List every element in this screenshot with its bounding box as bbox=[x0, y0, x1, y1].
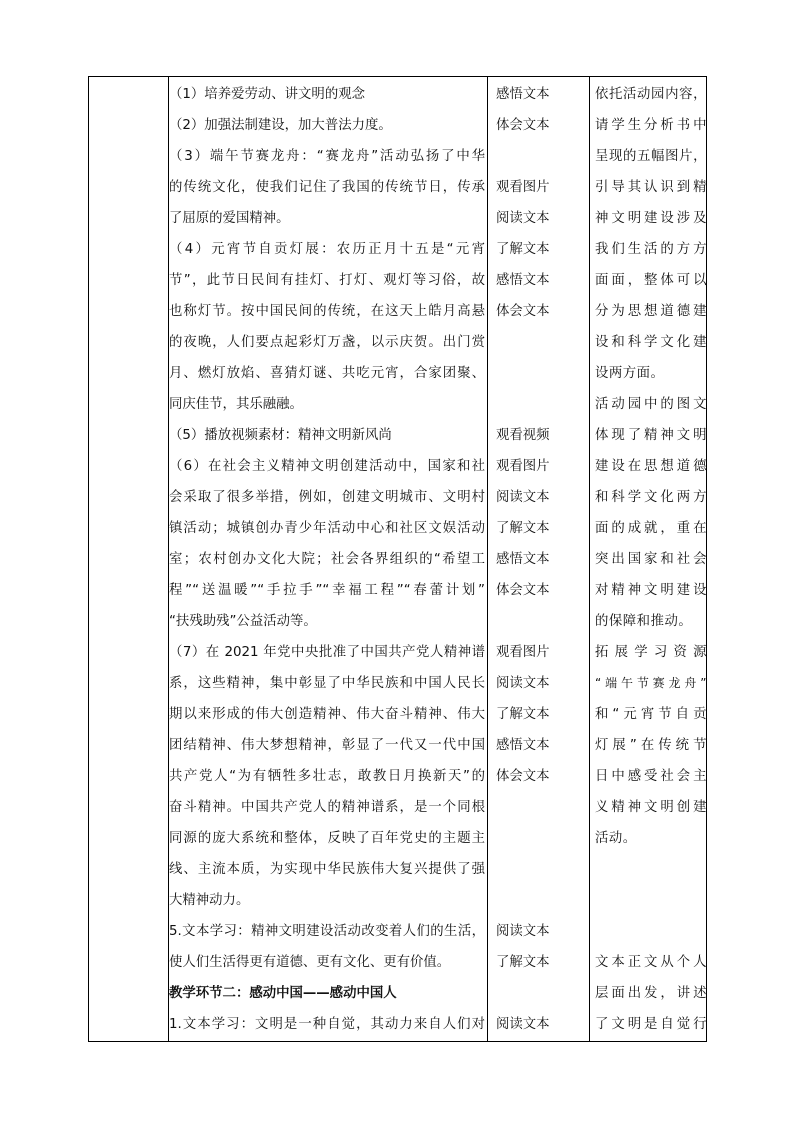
intent-text-line: 对精神文明建设 bbox=[595, 583, 707, 598]
activity-text-line: 体会文本 bbox=[496, 583, 550, 598]
intent-text-line: 突出国家和社会 bbox=[595, 552, 707, 567]
activity-text-line: 了解文本 bbox=[496, 707, 550, 722]
lesson-plan-table bbox=[88, 76, 707, 1042]
activity-text-line bbox=[496, 358, 586, 389]
activity-text-line bbox=[496, 606, 586, 637]
activity-text-line bbox=[496, 792, 586, 823]
intent-text-line: 依托活动园内容， bbox=[595, 87, 707, 102]
intent-text-line: 和“元宵节自贡 bbox=[595, 707, 707, 722]
activity-text-line: 阅读文本 bbox=[496, 211, 550, 226]
activity-text-line: 阅读文本 bbox=[496, 676, 550, 691]
content-text-line: 教学环节二：感动中国——感动中国人 bbox=[169, 986, 397, 1001]
intent-text-line: 引导其认识到精 bbox=[595, 180, 707, 195]
column-divider bbox=[487, 77, 488, 1041]
activity-text-line: 阅读文本 bbox=[496, 1017, 550, 1032]
intent-text-line: 分为思想道德建 bbox=[595, 304, 707, 319]
content-text-line: 大精神动力。 bbox=[169, 893, 250, 908]
activity-text-line: 体会文本 bbox=[496, 118, 550, 133]
activity-text-line: 观看图片 bbox=[496, 645, 550, 660]
activity-text-line: 体会文本 bbox=[496, 769, 550, 784]
content-text-line: 系，这些精神，集中彰显了中华民族和中国人民长 bbox=[169, 676, 485, 691]
student-activity-column bbox=[496, 79, 586, 1040]
activity-text-line bbox=[496, 885, 586, 916]
content-text-line: 同庆佳节，其乐融融。 bbox=[169, 397, 303, 412]
intent-text-line: 设两方面。 bbox=[595, 366, 665, 381]
content-text-line: （6）在社会主义精神文明创建活动中，国家和社 bbox=[169, 459, 485, 474]
content-text-line: 奋斗精神。中国共产党人的精神谱系，是一个同根 bbox=[169, 800, 485, 815]
teaching-content-column bbox=[169, 79, 485, 1040]
content-text-line: 使人们生活得更有道德、更有文化、更有价值。 bbox=[169, 955, 451, 970]
intent-text-line bbox=[595, 885, 707, 916]
intent-text-line bbox=[595, 854, 707, 885]
intent-text-line: 了文明是自觉行 bbox=[595, 1017, 707, 1032]
activity-text-line: 了解文本 bbox=[496, 521, 550, 536]
intent-text-line: 神文明建设涉及 bbox=[595, 211, 707, 226]
activity-text-line bbox=[496, 389, 586, 420]
content-text-line: 镇活动；城镇创办青少年活动中心和社区文娱活动 bbox=[169, 521, 485, 536]
intent-text-line: 层面出发，讲述 bbox=[595, 986, 707, 1001]
intent-text-line: 请学生分析书中 bbox=[595, 118, 707, 133]
activity-text-line: 感悟文本 bbox=[496, 273, 550, 288]
intent-text-line: 体现了精神文明 bbox=[595, 428, 707, 443]
activity-text-line: 观看视频 bbox=[496, 428, 550, 443]
intent-text-line: 活动。 bbox=[595, 831, 637, 846]
intent-text-line: “端午节赛龙舟” bbox=[595, 676, 707, 690]
design-intent-column bbox=[595, 79, 707, 1040]
activity-text-line: 了解文本 bbox=[496, 955, 550, 970]
content-text-line: 月、燃灯放焰、喜猜灯谜、共吃元宵，合家团聚、 bbox=[169, 366, 485, 381]
intent-text-line: 呈现的五幅图片， bbox=[595, 149, 707, 164]
intent-text-line: 灯展”在传统节 bbox=[595, 738, 707, 753]
intent-text-line: 建设在思想道德 bbox=[595, 459, 707, 474]
activity-text-line bbox=[496, 823, 586, 854]
content-text-line: 的夜晚，人们要点起彩灯万盏，以示庆贺。出门赏 bbox=[169, 335, 485, 350]
content-text-line: 期以来形成的伟大创造精神、伟大奋斗精神、伟大 bbox=[169, 707, 485, 722]
content-text-line: 共产党人“为有牺牲多壮志，敢教日月换新天”的 bbox=[169, 769, 485, 784]
content-text-line: 同源的庞大系统和整体，反映了百年党史的主题主 bbox=[169, 831, 485, 846]
content-text-line: （3）端午节赛龙舟：“赛龙舟”活动弘扬了中华 bbox=[169, 149, 485, 164]
content-text-line: （1）培养爱劳动、讲文明的观念 bbox=[169, 87, 365, 102]
activity-text-line: 阅读文本 bbox=[496, 490, 550, 505]
intent-text-line: 面面，整体可以 bbox=[595, 273, 707, 288]
activity-text-line bbox=[496, 978, 586, 1009]
intent-text-line: 日中感受社会主 bbox=[595, 769, 707, 784]
intent-text-line: 的保障和推动。 bbox=[595, 614, 693, 629]
intent-text-line: 文本正文从个人 bbox=[595, 955, 707, 970]
content-text-line: “扶残助残”公益活动等。 bbox=[169, 614, 317, 629]
intent-text-line: 义精神文明创建 bbox=[595, 800, 707, 815]
content-text-line: 团结精神、伟大梦想精神，彰显了一代又一代中国 bbox=[169, 738, 485, 753]
content-text-line: 线、主流本质，为实现中华民族伟大复兴提供了强 bbox=[169, 862, 485, 877]
activity-text-line: 感悟文本 bbox=[496, 552, 550, 567]
content-text-line: （5）播放视频素材：精神文明新风尚 bbox=[169, 428, 392, 443]
activity-text-line bbox=[496, 854, 586, 885]
content-text-line: 了屈原的爱国精神。 bbox=[169, 211, 290, 226]
activity-text-line: 观看图片 bbox=[496, 459, 550, 474]
content-text-line: 5.文本学习：精神文明建设活动改变着人们的生活， bbox=[169, 924, 485, 939]
activity-text-line: 观看图片 bbox=[496, 180, 550, 195]
content-text-line: 程”“送温暖”“手拉手”“幸福工程”“春蕾计划” bbox=[169, 583, 485, 598]
content-text-line: （7）在 2021 年党中央批准了中国共产党人精神谱 bbox=[169, 645, 485, 660]
intent-text-line bbox=[595, 916, 707, 947]
intent-text-line: 活动园中的图文 bbox=[595, 397, 707, 412]
content-text-line: （4）元宵节自贡灯展：农历正月十五是“元宵 bbox=[169, 242, 485, 257]
activity-text-line: 了解文本 bbox=[496, 242, 550, 257]
content-text-line: 室；农村创办文化大院；社会各界组织的“希望工 bbox=[169, 552, 485, 567]
activity-text-line bbox=[496, 327, 586, 358]
column-divider bbox=[589, 77, 590, 1041]
activity-text-line bbox=[496, 141, 586, 172]
intent-text-line: 拓展学习资源 bbox=[595, 645, 707, 660]
intent-text-line: 我们生活的方方 bbox=[595, 242, 707, 257]
intent-text-line: 设和科学文化建 bbox=[595, 335, 707, 350]
content-text-line: 节”，此节日民间有挂灯、打灯、观灯等习俗，故 bbox=[169, 273, 485, 288]
content-text-line: 1.文本学习：文明是一种自觉，其动力来自人们对 bbox=[169, 1017, 485, 1032]
activity-text-line: 体会文本 bbox=[496, 304, 550, 319]
activity-text-line: 阅读文本 bbox=[496, 924, 550, 939]
content-text-line: 会采取了很多举措，例如，创建文明城市、文明村 bbox=[169, 490, 485, 505]
content-text-line: 的传统文化，使我们记住了我国的传统节日，传承 bbox=[169, 180, 485, 195]
content-text-line: （2）加强法制建设，加大普法力度。 bbox=[169, 118, 392, 133]
intent-text-line: 和科学文化两方 bbox=[595, 490, 707, 505]
activity-text-line: 感悟文本 bbox=[496, 738, 550, 753]
intent-text-line: 面的成就，重在 bbox=[595, 521, 707, 536]
content-text-line: 也称灯节。按中国民间的传统，在这天上皓月高悬 bbox=[169, 304, 485, 319]
activity-text-line: 感悟文本 bbox=[496, 87, 550, 102]
